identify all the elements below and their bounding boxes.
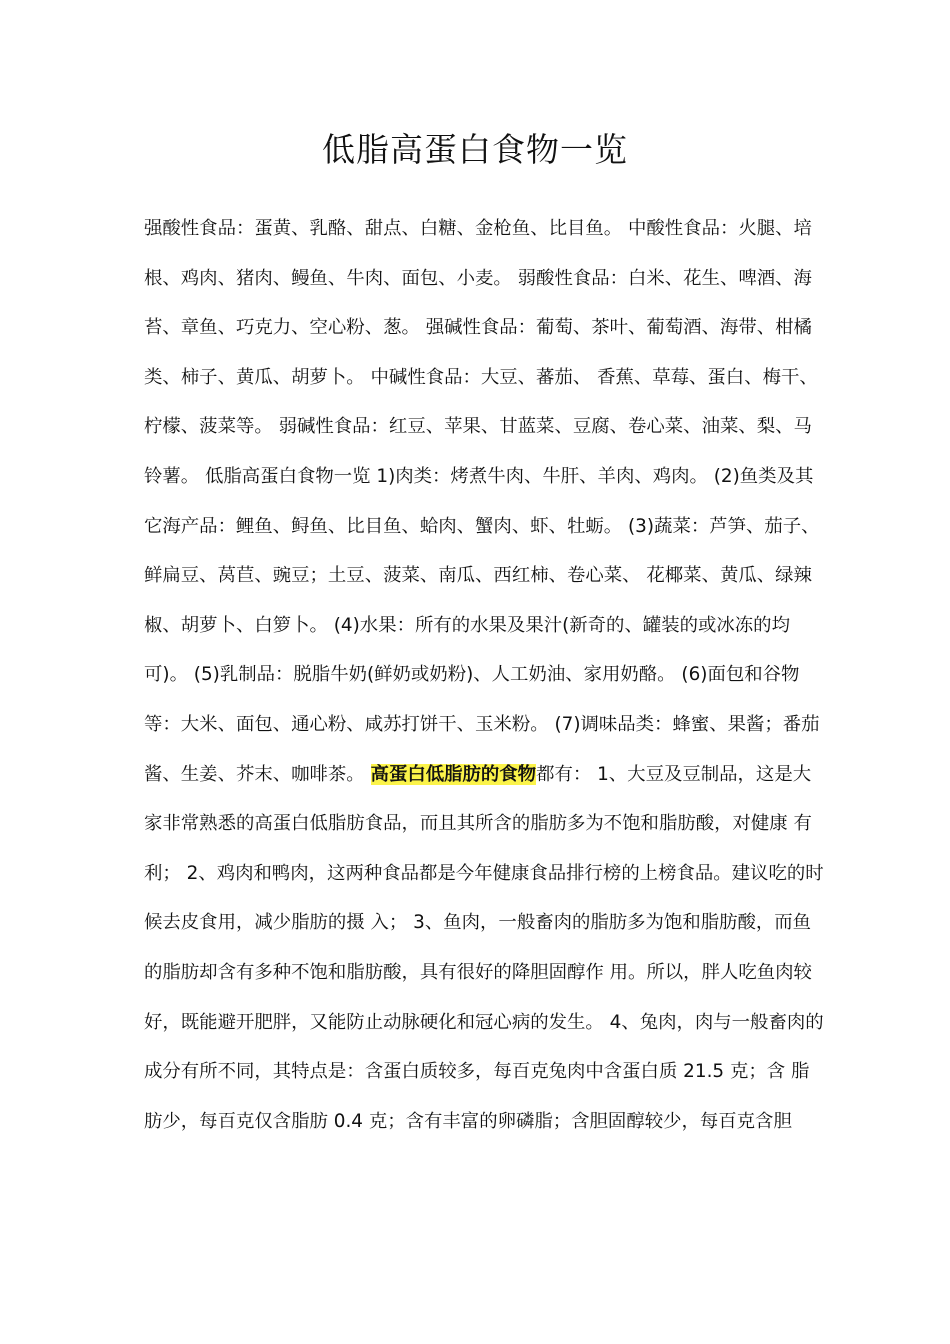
body-text-part-1: 强酸性食品：蛋黄、乳酪、甜点、白糖、金枪鱼、比目鱼。 中酸性食品：火腿、培根、鸡肉、猪肉、鳗鱼、牛肉、面包、小麦。 弱酸性食品：白米、花生、啤酒、海苔、章鱼、巧克力、空心粉、葱。 强碱性食品：葡萄、茶叶、葡萄酒、海带、柑橘类、柿子、黄瓜、胡萝卜。 中碱性食品：大豆、蕃茄、 香蕉、草莓、蛋白、梅干、柠檬、菠菜等。 弱碱性食品：红豆、苹果、甘蓝菜、豆腐、卷心菜、油菜、梨、马铃薯。 低脂高蛋白食物一览 1)肉类：烤煮牛肉、牛肝、羊肉、鸡肉。 (2)鱼类及其它海产品：鲤鱼、鲟鱼、比目鱼、蛤肉、蟹肉、虾、牡蛎。 (3)蔬菜：芦笋、茄子、鲜扁豆、莴苣、豌豆；土豆、菠菜、南瓜、西红柿、卷心菜、 花椰菜、黄瓜、绿辣椒、胡萝卜、白箩卜。 (4)水果：所有的水果及果汁(新奇的、罐装的或冰冻的均可)。 (5)乳制品：脱脂牛奶(鲜奶或奶粉)、人工奶油、家用奶酪。 (6)面包和谷物等：大米、面包、通心粉、咸苏打饼干、玉米粉。 (7)调味品类：蜂蜜、果酱；番茄酱、生姜、芥末、咖啡茶。 bbox=[144, 218, 820, 785]
highlighted-phrase: 高蛋白低脂肪的食物 bbox=[370, 763, 537, 785]
body-paragraph bbox=[144, 204, 824, 1146]
body-text-part-2: 都有： 1、大豆及豆制品，这是大家非常熟悉的高蛋白低脂肪食品，而且其所含的脂肪多为不饱和脂肪酸，对健康 有利； 2、鸡肉和鸭肉，这两种食品都是今年健康食品排行榜的上榜食品。建议吃的时候去皮食用，减少脂肪的摄 入； 3、鱼肉，一般畜肉的脂肪多为饱和脂肪酸，而鱼的脂肪却含有多种不饱和脂肪酸，具有很好的降胆固醇作 用。所以，胖人吃鱼肉较好，既能避开肥胖，又能防止动脉硬化和冠心病的发生。 4、兔肉，肉与一般畜肉的成分有所不同，其特点是：含蛋白质较多，每百克兔肉中含蛋白质 21.5 克；含 脂肪少，每百克仅含脂肪 0.4 克；含有丰富的卵磷脂；含胆固醇较少，每百克含胆 bbox=[144, 763, 824, 1132]
page-title: 低脂高蛋白食物一览 bbox=[322, 130, 628, 169]
